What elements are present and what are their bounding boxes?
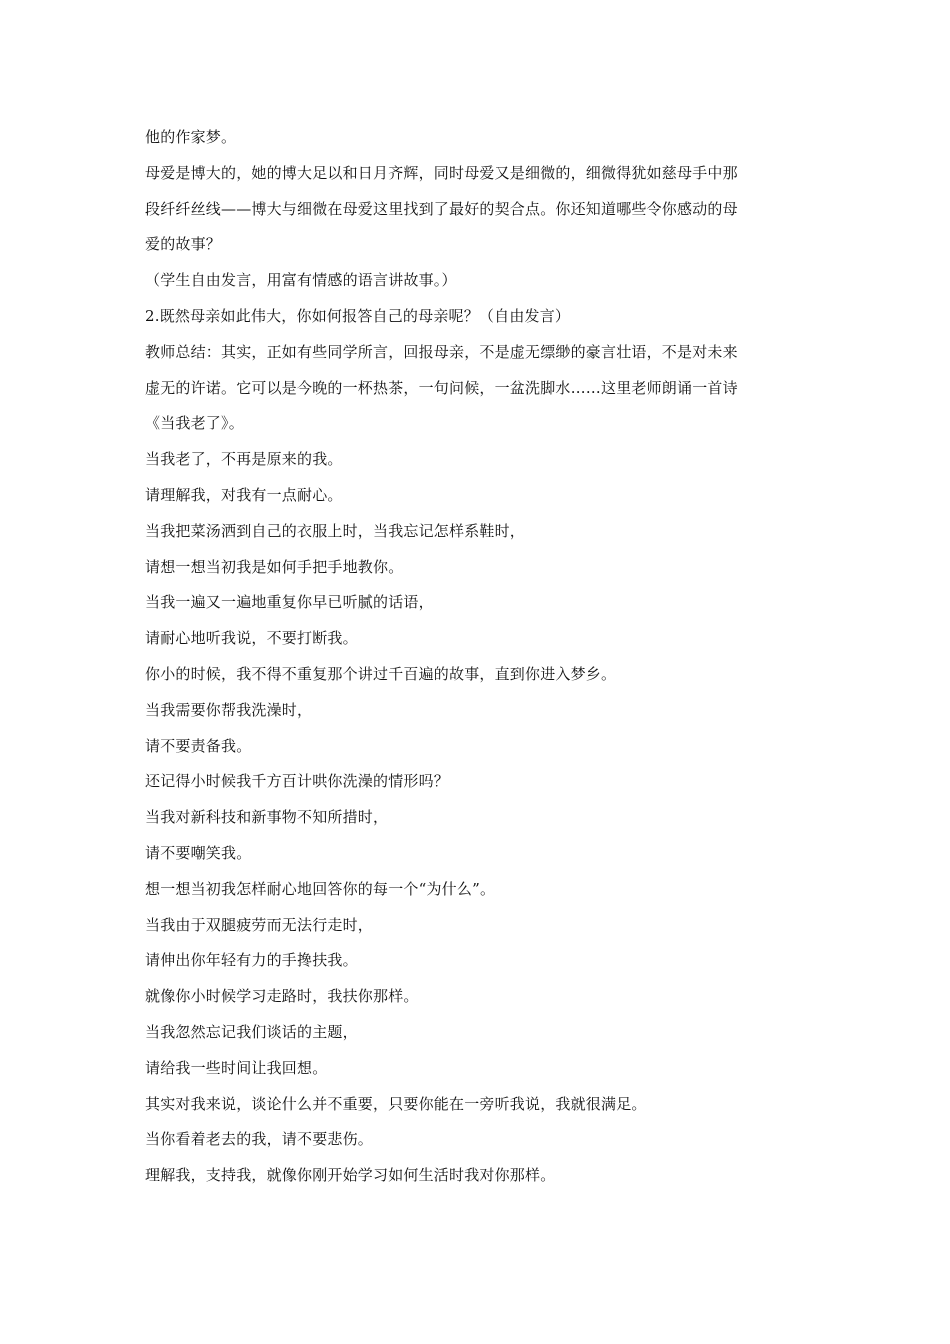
paragraph: 教师总结：其实，正如有些同学所言，回报母亲，不是虚无缥缈的豪言壮语，不是对未来虚无的许诺。它可以是今晚的一杯热茶，一句问候，一盆洗脚水……这里老师朗诵一首诗《当我老了》。 [145, 342, 738, 433]
poem-line: 想一想当初我怎样耐心地回答你的每一个“为什么”。 [145, 879, 496, 898]
poem-line: 当我忽然忘记我们谈话的主题， [145, 1022, 358, 1041]
paragraph: 他的作家梦。 [145, 128, 237, 146]
poem-line: 请不要嘲笑我。 [145, 843, 252, 862]
poem-line: 就像你小时候学习走路时，我扶你那样。 [145, 987, 419, 1006]
document-body [145, 120, 745, 1194]
poem-line: 请理解我，对我有一点耐心。 [145, 485, 343, 504]
poem-line: 请耐心地听我说，不要打断我。 [145, 629, 358, 648]
poem-line: 还记得小时候我千方百计哄你洗澡的情形吗？ [145, 772, 450, 791]
poem-line: 当你看着老去的我，请不要悲伤。 [145, 1130, 374, 1149]
poem-line: 当我一遍又一遍地重复你早已听腻的话语， [145, 593, 434, 612]
paragraph: （学生自由发言，用富有情感的语言讲故事。） [145, 271, 457, 290]
poem-line: 其实对我来说，谈论什么并不重要，只要你能在一旁听我说，我就很满足。 [145, 1094, 647, 1113]
poem-line: 请想一想当初我是如何手把手地教你。 [145, 557, 404, 576]
poem-line: 你小的时候，我不得不重复那个讲过千百遍的故事，直到你进入梦乡。 [145, 664, 617, 683]
poem-line: 当我需要你帮我洗澡时， [145, 700, 313, 719]
poem-line: 当我老了，不再是原来的我。 [145, 450, 343, 469]
paragraph: 2.既然母亲如此伟大，你如何报答自己的母亲呢？（自由发言） [145, 306, 571, 325]
poem-line: 当我对新科技和新事物不知所措时， [145, 808, 389, 827]
poem-line: 理解我，支持我，就像你刚开始学习如何生活时我对你那样。 [145, 1166, 556, 1185]
paragraph: 母爱是博大的，她的博大足以和日月齐辉，同时母爱又是细微的，细微得犹如慈母手中那段纤纤丝线——博大与细微在母爱这里找到了最好的契合点。你还知道哪些令你感动的母爱的故事？ [145, 163, 738, 254]
poem-line: 请伸出你年轻有力的手搀扶我。 [145, 951, 358, 970]
poem-line: 当我由于双腿疲劳而无法行走时， [145, 915, 374, 934]
poem-line: 请不要责备我。 [145, 736, 252, 755]
poem-line: 请给我一些时间让我回想。 [145, 1058, 328, 1077]
poem-line: 当我把菜汤洒到自己的衣服上时，当我忘记怎样系鞋时， [145, 521, 526, 540]
